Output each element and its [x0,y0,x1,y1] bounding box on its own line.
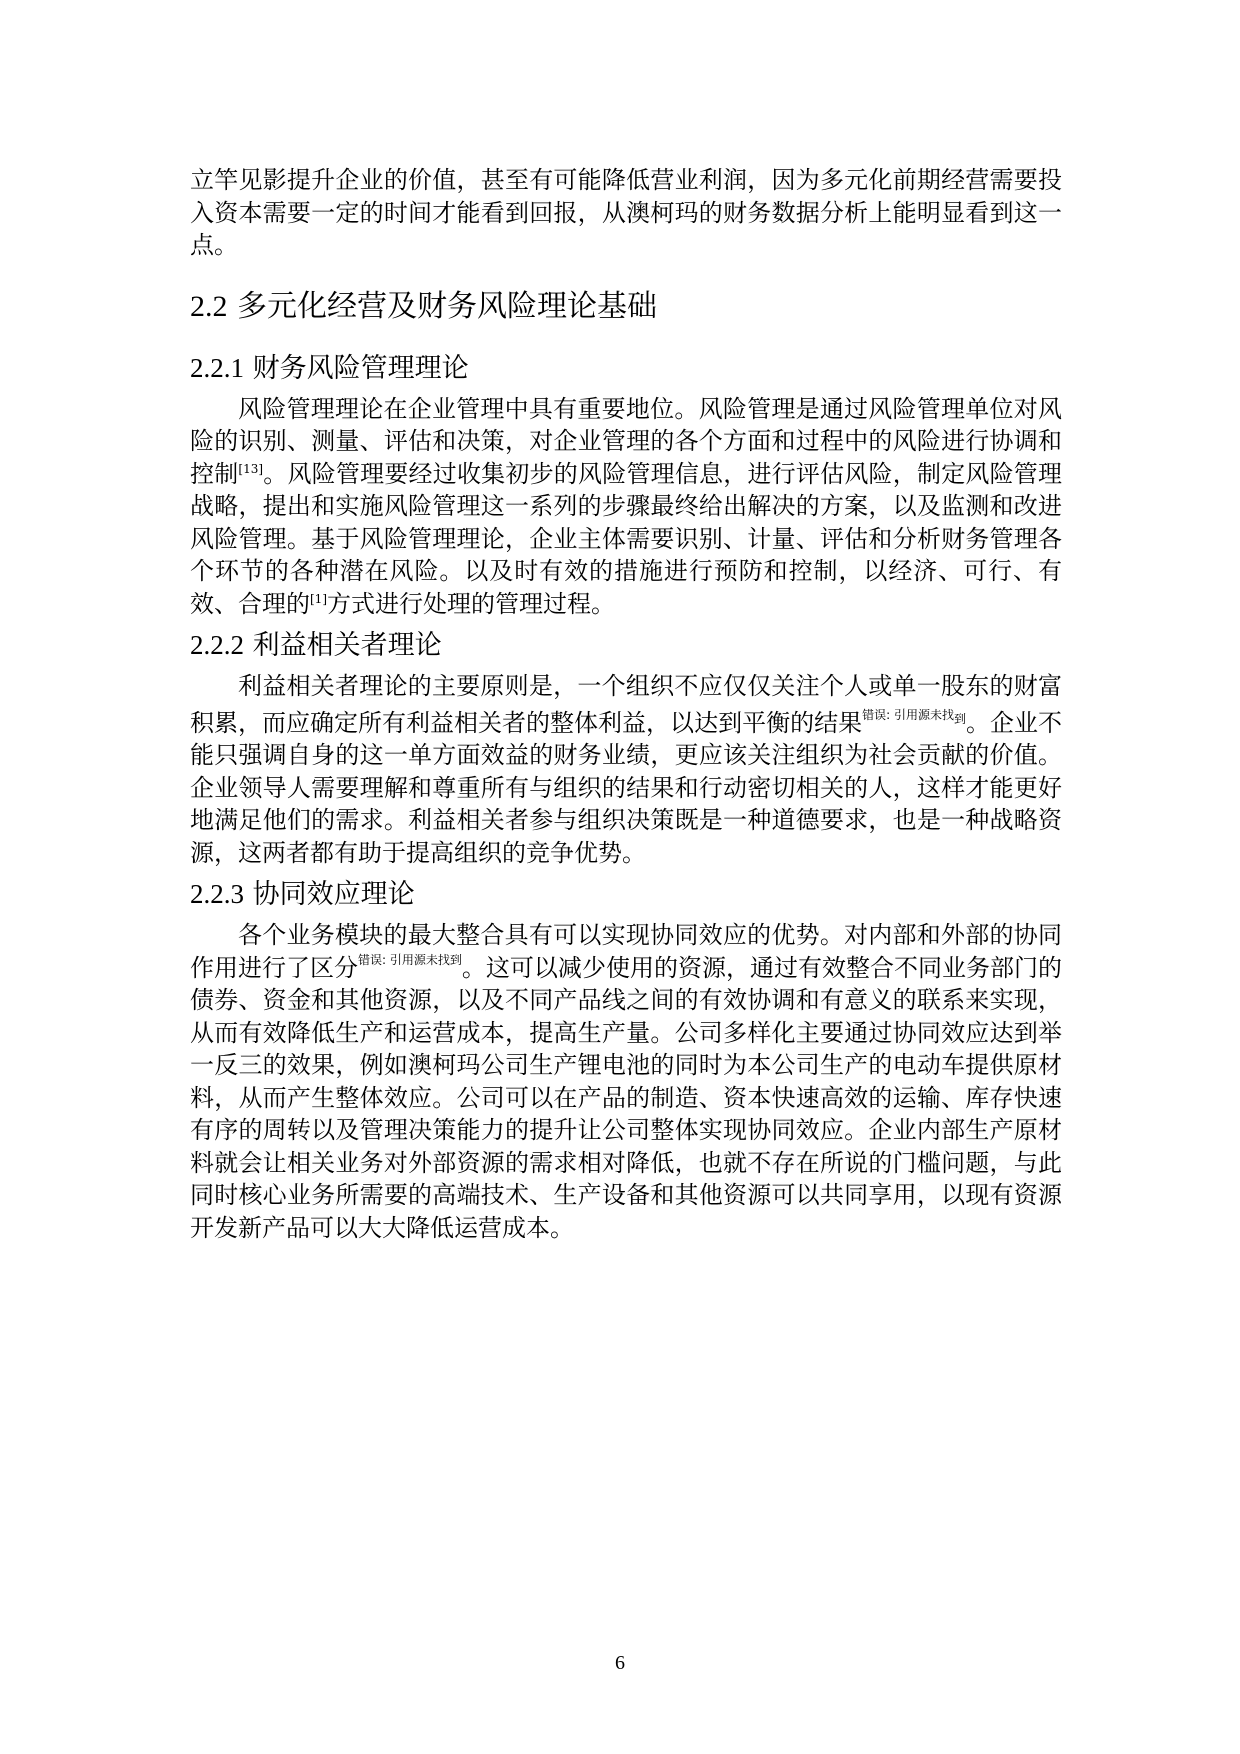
section-number: 2.2 [190,289,228,323]
citation-ref: [1] [310,591,327,606]
subsection-title: 利益相关者理论 [252,630,442,661]
text-run: 。企业不能只强调自身的这一单方面效益的财务业绩，更应该关注组织为社会贡献的价值。企业领导人需要理解和尊重所有与组织的结果和行动密切相关的人，这样才能更好地满足他们的需求。利益相关者参与组织决策既是一种道德要求，也是一种战略资源，这两者都有助于提高组织的竞争优势。 [190,708,1063,867]
subsection-heading-2-2-2 [190,626,1062,665]
paragraph-risk-management [190,393,1062,621]
section-title: 多元化经营及财务风险理论基础 [237,288,658,324]
text-run: 。风险管理要经过收集初步的风险管理信息，进行评估风险，制定风险管理战略，提出和实施风险管理这一系列的步骤最终给出解决的方案，以及监测和改进风险管理。基于风险管理理论，企业主体需要识别、计量、评估和分析财务管理各个环节的各种潜在风险。以及时有效的措施进行预防和控制，以经济、可行、有效、合理的 [190,459,1062,618]
citation-ref: [13] [238,461,264,476]
text-run: 各个业务模块的最大整合具有可以实现协同效应的优势。对内部和外部的协同作用进行了区分 [190,921,1062,982]
subsection-number: 2.2.3 [190,879,244,909]
text-run: 方式进行处理的管理过程。 [327,589,615,618]
paragraph-stakeholder [190,670,1062,869]
intro-paragraph: 立竿见影提升企业的价值，甚至有可能降低营业利润，因为多元化前期经营需要投入资本需要一定的时间才能看到回报，从澳柯玛的财务数据分析上能明显看到这一点。 [190,166,1062,259]
section-heading [190,287,1062,327]
text-run: 利益相关者理论的主要原则是，一个组织不应仅仅关注个人或单一股东的财富积累，而应确定所有利益相关者的整体利益，以达到平衡的结果 [190,672,1062,737]
page-number: 6 [615,1652,625,1674]
citation-error-tail: 到 [953,711,966,726]
citation-error: 错误: 引用源未找到 [358,952,462,967]
text-run: 。这可以减少使用的资源，通过有效整合不同业务部门的债券、资金和其他资源，以及不同产品线之间的有效协调和有意义的联系来实现，从而有效降低生产和运营成本，提高生产量。公司多样化主要通过协同效应达到举一反三的效果，例如澳柯玛公司生产锂电池的同时为本公司生产的电动车提供原材料，从而产生整体效应。公司可以在产品的制造、资本快速高效的运输、库存快速有序的周转以及管理决策能力的提升让公司整体实现协同效应。企业内部生产原材料就会让相关业务对外部资源的需求相对降低，也就不存在所说的门槛问题，与此同时核心业务所需要的高端技术、生产设备和其他资源可以共同享用，以现有资源开发新产品可以大大降低运营成本。 [190,953,1063,1242]
subsection-heading-2-2-1 [190,349,1062,388]
subsection-number: 2.2.1 [190,352,244,383]
subsection-heading-2-2-3 [190,875,1062,914]
text-run: 风险管理理论在企业管理中具有重要地位。风险管理是通过风险管理单位对风险的识别、测量、评估和决策，对企业管理的各个方面和过程中的风险进行协调和控制 [190,394,1062,488]
subsection-title: 协同效应理论 [252,879,415,910]
subsection-number: 2.2.2 [190,630,244,660]
citation-error: 错误: 引用源未找 [862,707,954,722]
paragraph-synergy [190,919,1062,1244]
page-content [190,164,1062,1244]
subsection-title: 财务风险管理理论 [252,352,469,384]
